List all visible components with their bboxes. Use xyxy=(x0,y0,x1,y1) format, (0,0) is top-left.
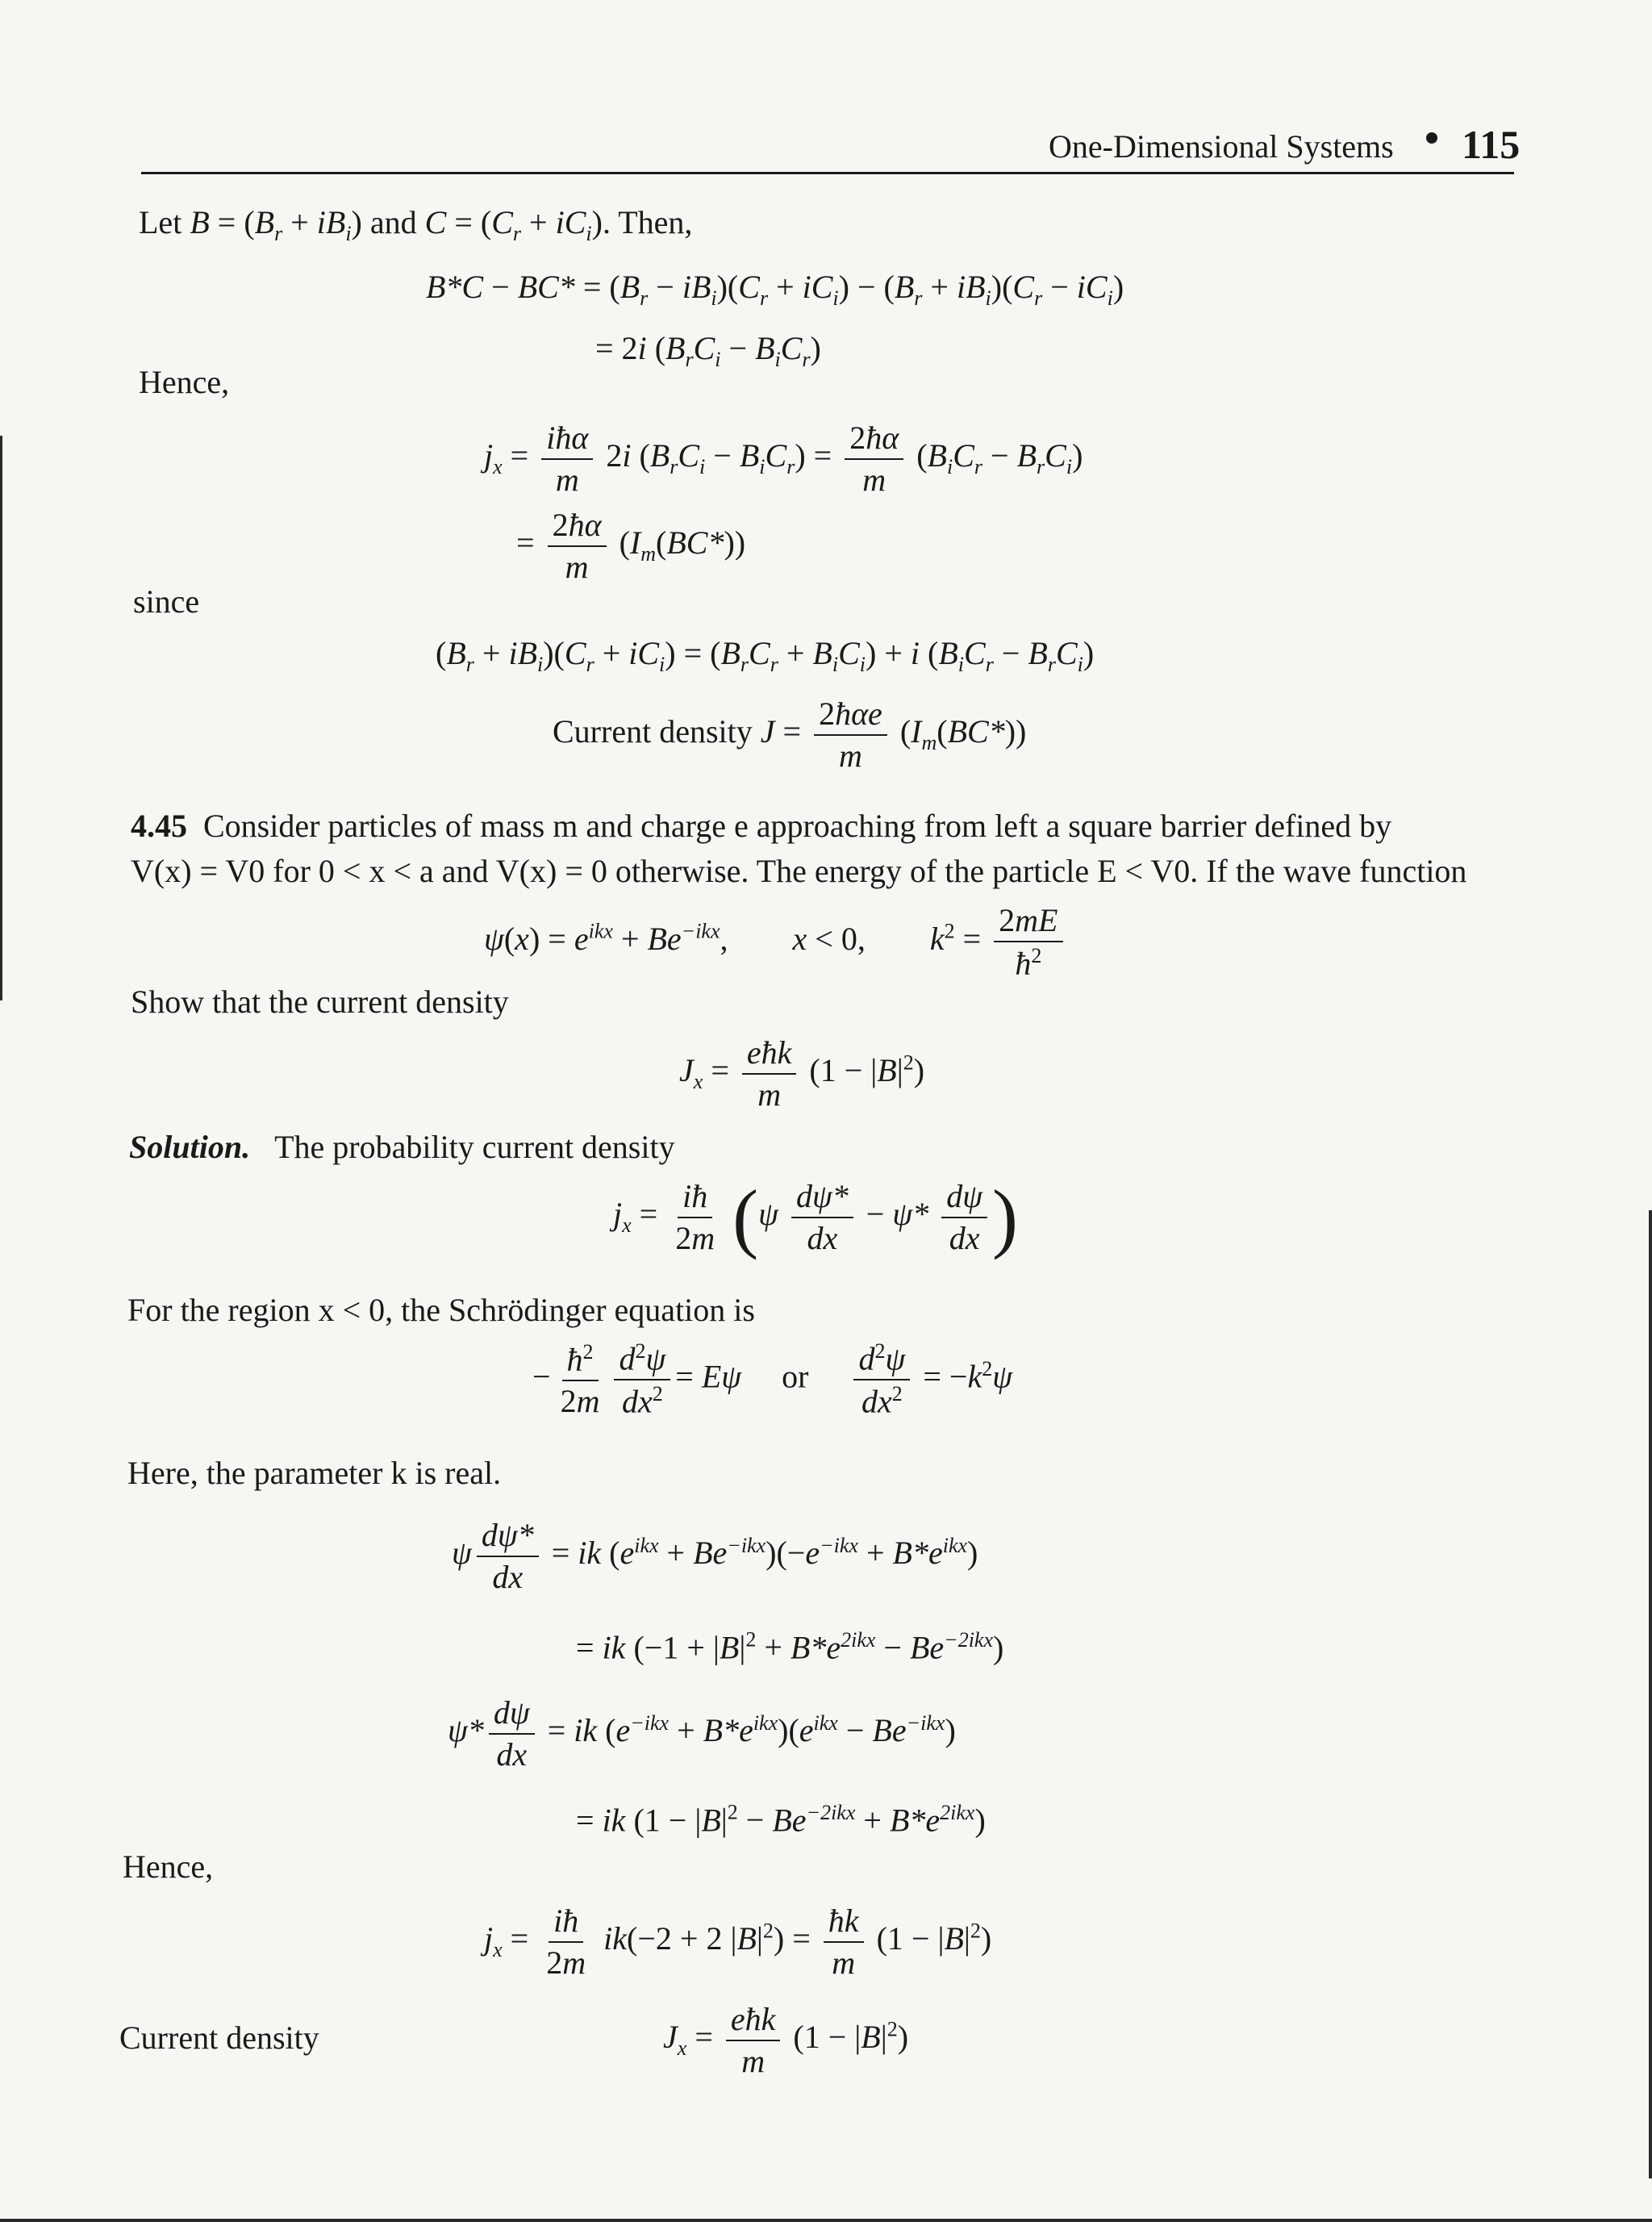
frac-ih-2m: $\frac{iħ}{2m}$ xyxy=(675,1178,715,1256)
frac-ehk-m-2: $\frac{\text{eħk}}{m}$ xyxy=(726,2001,781,2080)
current-density-label: Current density xyxy=(553,713,761,750)
page-number: 115 xyxy=(1462,122,1521,167)
eq-psistar-dpsi-1: ψ* $\frac{d\psi}{dx}$ = ik $(e^{-ikx} + B*e^{ikx})(e^{ikx} - Be^{-ikx})$ xyxy=(448,1694,956,1773)
eq-product-expansion: $(B_r + iB_i)(C_r + iC_i) = (B_rC_r + B_iC_i) + i$ $(B_iC_r - B_rC_i)$ xyxy=(436,635,1095,676)
hence-label-2: Hence, xyxy=(123,1848,214,1885)
frac-2ha-m: $\frac{2ħ\alpha}{m}$ xyxy=(845,420,903,499)
solution-line xyxy=(129,1128,675,1166)
eq-current-density-J: Current density J = $\frac{\text{2ħαe}}{m}$ $(I_m(BC*))$ xyxy=(553,695,1027,774)
eq-Jx-target: $J_x$ = $\frac{\text{eħk}}{m}$ $(1 - |B|^2)$ xyxy=(679,1034,925,1113)
eq-jx-final: $j_x$ = $\frac{iħ}{2m}$ ik(−2 + 2 $|B|^2$) = $\frac{ħk}{m}$ $(1 - |B|^2)$ xyxy=(484,1902,992,1981)
eq-psi-dpsistar-1: ψ $\frac{d\psi*}{dx}$ = ik $(e^{ikx} + Be^{-ikx})(-e^{-ikx} + B*e^{ikx})$ xyxy=(452,1517,978,1595)
running-header-title: One-Dimensional Systems xyxy=(1049,128,1394,165)
let-intro: Let xyxy=(139,204,190,240)
solution-text: The probability current density xyxy=(274,1129,675,1165)
frac-ih-2m-2: $\frac{iħ}{2m}$ xyxy=(546,1902,586,1981)
frac-hbar2-2m: $\frac{ħ^2}{2m}$ xyxy=(560,1339,600,1419)
header-rule xyxy=(141,172,1514,174)
frac-2ha-m-2: $\frac{2ħ\alpha}{m}$ xyxy=(548,507,607,586)
frac-dpsi-dx: $\frac{d\psi}{dx}$ xyxy=(941,1178,987,1257)
problem-text-1: Consider particles of mass m and charge e approaching from left a square barrier defined by xyxy=(203,808,1392,844)
eq-bc-line1: $B*C - BC* = (B_r - iB_i)(C_r + iC_i) - (B_r + iB_i)(C_r - iC_i)$ xyxy=(426,269,1124,310)
eq-psistar-dpsi-2: = ik $(1 - |B|^2 - Be^{-2ikx} + B*e^{2ikx})$ xyxy=(576,1801,986,1839)
scan-edge-bottom xyxy=(0,2219,1652,2222)
header-bullet xyxy=(1426,132,1437,144)
problem-line-1 xyxy=(131,807,1391,845)
let-line xyxy=(139,203,692,246)
current-density-final-label: Current density xyxy=(119,2019,319,2056)
eq-jx-first: $j_x$ = $\frac{\text{iħα}}{m}$ 2i $(B_rC_i - B_iC_r)$ = $\frac{2ħ\alpha}{m}$ $(B_iC_r - B_rC_i)$ xyxy=(484,420,1083,498)
region-text: For the region x < 0, the Schrödinger equation is xyxy=(127,1292,755,1328)
let-and: and xyxy=(361,204,425,240)
frac-d2psi-dx2: $\frac{d^2\psi}{dx^2}$ xyxy=(614,1339,670,1421)
frac-dpsistar-dx-2: $\frac{d\psi*}{dx}$ xyxy=(477,1517,539,1596)
frac-d2psi-dx2-b: $\frac{d^2\psi}{dx^2}$ xyxy=(853,1339,910,1421)
or-word: or xyxy=(782,1358,809,1395)
eq-psi-dpsistar-2: = ik $(-1 + |B|^2 + B*e^{2ikx} - Be^{-2ikx})$ xyxy=(576,1628,1004,1666)
scan-edge-left xyxy=(0,436,2,1000)
math-b-def: $B = (B_r + iB_i)$ xyxy=(190,204,362,245)
frac-ehk-m: $\frac{\text{eħk}}{m}$ xyxy=(742,1034,797,1113)
math-c-def: $C = (C_r + iC_i)$ xyxy=(424,204,603,245)
scan-edge-right xyxy=(1649,1210,1652,2178)
since-label: since xyxy=(133,583,200,620)
frac-iha-m: $\frac{\text{iħα}}{m}$ xyxy=(541,420,593,499)
frac-2hae-m: $\frac{\text{2ħαe}}{m}$ xyxy=(814,695,887,775)
frac-dpsi-dx-2: $\frac{d\psi}{dx}$ xyxy=(489,1694,535,1773)
eq-Jx-final: $J_x$ = $\frac{\text{eħk}}{m}$ $(1 - |B|^2)$ xyxy=(663,2001,909,2079)
frac-2mE-hbar2: $\frac{2mE}{ħ^2}$ xyxy=(994,902,1062,982)
eq-bc-line2: = 2i $(B_rC_i - B_iC_r)$ xyxy=(595,330,821,371)
eq-schrodinger: − $\frac{ħ^2}{2m}$ $\frac{d^2\psi}{dx^2}$ = Eψ or $\frac{d^2\psi}{dx^2}$ = $-k^2\psi$ xyxy=(532,1339,1013,1420)
parameter-text: Here, the parameter k is real. xyxy=(127,1455,502,1491)
problem-line-2: V(x) = V0 for 0 < x < a and V(x) = 0 otherwise. The energy of the particle E < V0. If the wave function xyxy=(131,853,1467,889)
eq-jx-im: = $\frac{2ħ\alpha}{m}$ $(I_m(BC*))$ xyxy=(516,507,746,585)
solution-label: Solution. xyxy=(129,1129,251,1165)
frac-hk-m: $\frac{ħk}{m}$ xyxy=(824,1902,864,1982)
frac-dpsistar-dx: $\frac{d\psi*}{dx}$ xyxy=(791,1178,853,1257)
eq-wavefunction: $\psi(x) = e^{ikx} + Be^{-ikx}$, x < 0, $k^2$ = $\frac{2mE}{ħ^2}$ xyxy=(484,902,1068,982)
hence-label-1: Hence, xyxy=(139,364,230,400)
let-then: . Then, xyxy=(602,204,693,240)
problem-number: 4.45 xyxy=(131,808,187,844)
eq-prob-current: $j_x$ = $\frac{iħ}{2m}$ (ψ $\frac{d\psi*}{dx}$ − ψ* $\frac{d\psi}{dx}$ ) xyxy=(613,1174,1018,1260)
show-that: Show that the current density xyxy=(131,984,509,1020)
